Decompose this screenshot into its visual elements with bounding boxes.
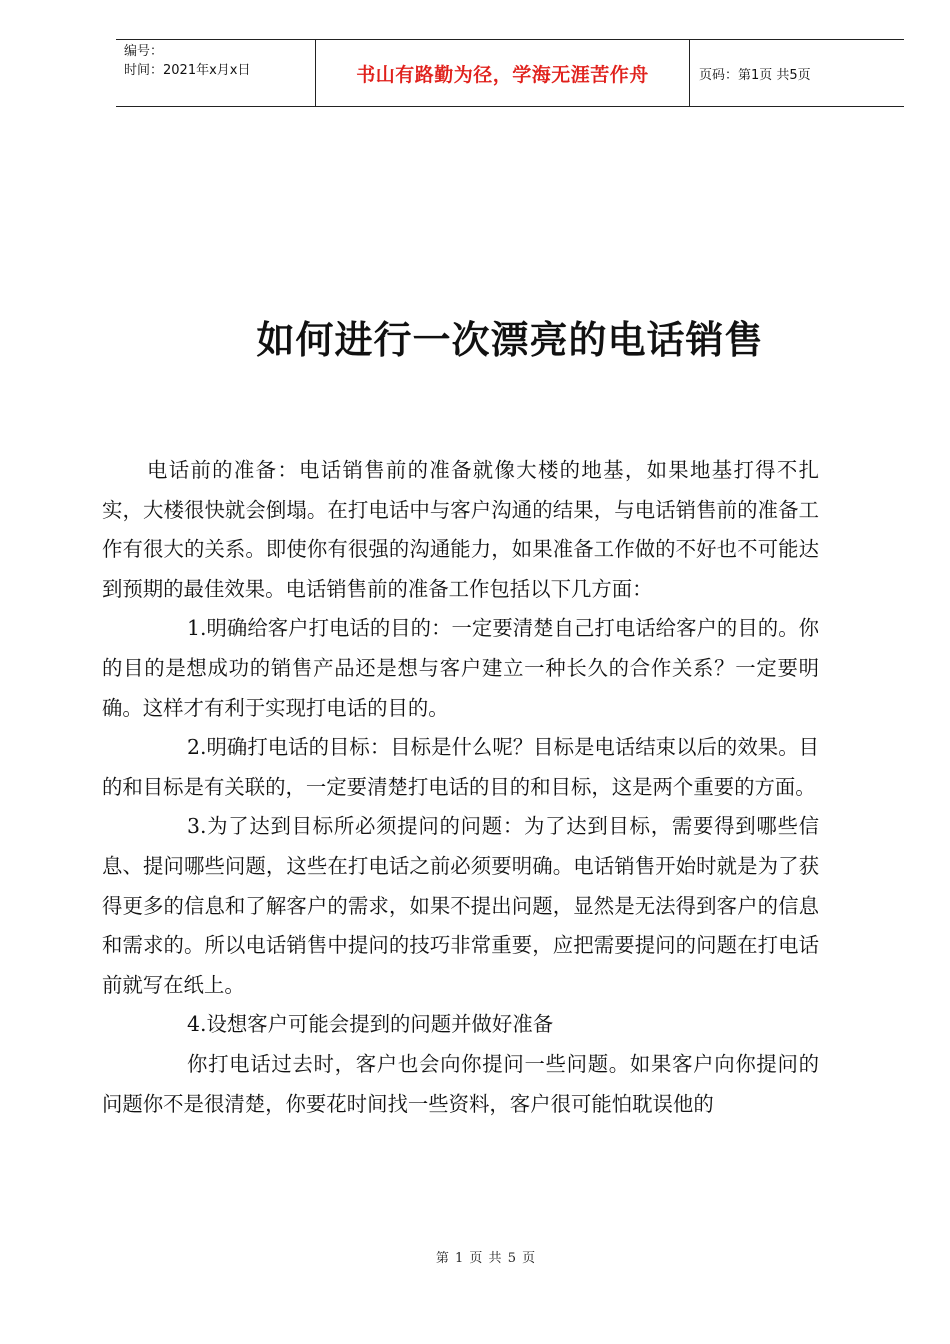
header-meta <box>124 42 250 80</box>
paragraph-item-4-heading: 4.设想客户可能会提到的问题并做好准备 <box>187 1012 554 1037</box>
page-footer: 第 1 页 共 5 页 <box>435 1251 537 1266</box>
paragraph-item-3: 3.为了达到目标所必须提问的问题：为了达到目标，需要得到哪些信息、提问哪些问题，这些在打电话之前必须要明确。电话销售开始时就是为了获得更多的信息和了解客户的需求，如果不提出问题，显然是无法得到客户的信息和需求的。所以电话销售中提问的技巧非常重要，应把需要提问的问题在打电话前就写在纸上。 <box>102 814 819 997</box>
paragraph-item-4-body: 你打电话过去时，客户也会向你提问一些问题。如果客户向你提问的问题你不是很清楚，你要花时间找一些资料，客户很可能怕耽误他的 <box>102 1051 819 1116</box>
header-divider <box>689 40 690 106</box>
time-label: 时间：2021年x月x日 <box>124 63 251 78</box>
number-label: 编号： <box>124 44 164 59</box>
paragraph-item-1: 1.明确给客户打电话的目的：一定要清楚自己打电话给客户的目的。你的目的是想成功的销售产品还是想与客户建立一种长久的合作关系？一定要明确。这样才有利于实现打电话的目的。 <box>102 616 819 720</box>
paragraph-intro: 电话前的准备：电话销售前的准备就像大楼的地基，如果地基打得不扎实，大楼很快就会倒塌。在打电话中与客户沟通的结果，与电话销售前的准备工作有很大的关系。即使你有很强的沟通能力，如果准备工作做的不好也不可能达到预期的最佳效果。电话销售前的准备工作包括以下几方面： <box>102 458 819 601</box>
header-page-info: 页码：第1页 共5页 <box>699 67 811 83</box>
header-motto: 书山有路勤为径，学海无涯苦作舟 <box>356 63 649 86</box>
document-title: 如何进行一次漂亮的电话销售 <box>256 318 764 362</box>
paragraph-item-2: 2.明确打电话的目标：目标是什么呢？目标是电话结束以后的效果。目的和目标是有关联的，一定要清楚打电话的目的和目标，这是两个重要的方面。 <box>102 735 819 799</box>
document-header <box>116 39 904 107</box>
document-body <box>102 451 819 1124</box>
